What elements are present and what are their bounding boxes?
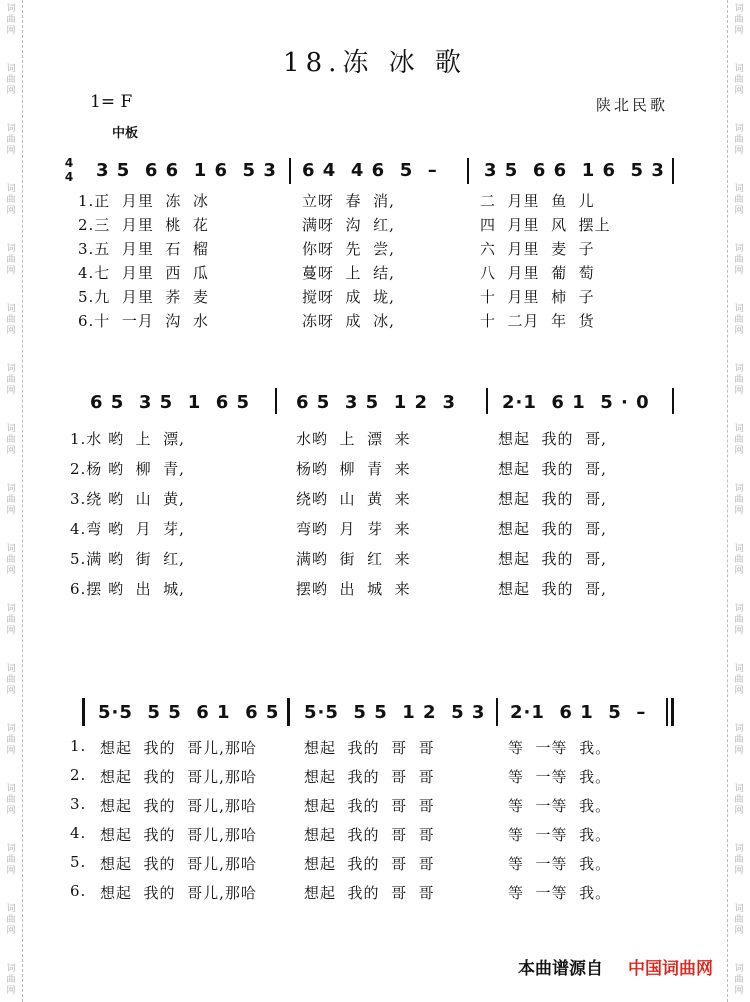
system3-lyric-line: 6.: [70, 882, 87, 900]
watermark-text: 词 曲 网: [6, 664, 16, 696]
key-signature: 1= F: [90, 92, 133, 112]
final-barline-thin: [666, 698, 668, 726]
system3-lyric-line: 想起 我的 哥儿,那哈: [100, 768, 257, 786]
system1-lyric-line: 六 月里 麦 子: [480, 240, 595, 258]
system2-lyric-line: 3.绕 哟 山 黄,: [70, 490, 185, 508]
repeat-end-barline: [287, 698, 290, 726]
watermark-text: 词 曲 网: [734, 784, 744, 816]
system3-lyric-line: 等 一等 我。: [508, 826, 612, 844]
system2-lyric-line: 想起 我的 哥,: [498, 490, 607, 508]
system2-lyric-line: 水哟 上 漂 来: [296, 430, 411, 448]
final-barline-thick: [671, 698, 674, 726]
watermark-text: 词 曲 网: [734, 304, 744, 336]
system3-lyric-line: 等 一等 我。: [508, 797, 612, 815]
watermark-text: 词 曲 网: [734, 724, 744, 756]
system2-lyric-line: 满哟 街 红 来: [296, 550, 411, 568]
watermark-text: 词 曲 网: [734, 484, 744, 516]
system2-lyric-line: 想起 我的 哥,: [498, 580, 607, 598]
system3-lyric-line: 5.: [70, 853, 87, 871]
system1-measure1-notes: 3 5 6 6 1 6 5 3: [96, 160, 277, 181]
system1-lyric-line: 十 月里 柿 子: [480, 288, 595, 306]
system3-lyric-line: 想起 我的 哥儿,那哈: [100, 826, 257, 844]
song-origin: 陕北民歌: [595, 96, 668, 114]
system2-measure2-notes: 6 5 3 5 1 2 3: [296, 392, 457, 413]
system1-lyric-line: 3.五 月里 石 榴: [78, 240, 209, 258]
watermark-text: 词 曲 网: [6, 544, 16, 576]
system1-measure2-notes: 6 4 4 6 5 –: [302, 160, 438, 181]
left-watermark-strip: [0, 0, 23, 1002]
system1-measure3-notes: 3 5 6 6 1 6 5 3: [484, 160, 665, 181]
watermark-text: 词 曲 网: [734, 244, 744, 276]
watermark-text: 词 曲 网: [734, 184, 744, 216]
watermark-text: 词 曲 网: [6, 904, 16, 936]
system3-lyric-line: 想起 我的 哥儿,那哈: [100, 884, 257, 902]
footer-source-label: 本曲谱源自: [518, 959, 603, 979]
system1-lyric-line: 你呀 先 尝,: [302, 240, 395, 258]
watermark-text: 词 曲 网: [6, 244, 16, 276]
barline: [289, 158, 291, 184]
watermark-text: 词 曲 网: [6, 844, 16, 876]
system3-lyric-line: 2.: [70, 766, 87, 784]
system3-lyric-line: 想起 我的 哥 哥: [304, 884, 435, 902]
system1-lyric-line: 搅呀 成 垅,: [302, 288, 395, 306]
watermark-text: 词 曲 网: [6, 484, 16, 516]
system2-lyric-line: 绕哟 山 黄 来: [296, 490, 411, 508]
system2-lyric-line: 想起 我的 哥,: [498, 430, 607, 448]
system1-lyric-line: 1.正 月里 冻 冰: [78, 192, 209, 210]
system3-measure2-notes: 5·5 5 5 1 2 5 3: [304, 702, 486, 723]
footer-site-link[interactable]: 中国词曲网: [628, 959, 713, 979]
system1-lyric-line: 2.三 月里 桃 花: [78, 216, 209, 234]
system2-lyric-line: 想起 我的 哥,: [498, 520, 607, 538]
system1-lyric-line: 八 月里 葡 萄: [480, 264, 595, 282]
system2-measure1-notes: 6 5 3 5 1 6 5: [90, 392, 251, 413]
system3-lyric-line: 等 一等 我。: [508, 768, 612, 786]
system3-lyric-line: 1.: [70, 737, 87, 755]
system2-lyric-line: 5.满 哟 街 红,: [70, 550, 185, 568]
watermark-text: 词 曲 网: [734, 964, 744, 996]
system1-lyric-line: 4.七 月里 西 瓜: [78, 264, 209, 282]
system2-lyric-line: 4.弯 哟 月 芽,: [70, 520, 185, 538]
watermark-text: 词 曲 网: [6, 124, 16, 156]
time-signature-top: 4: [64, 156, 74, 170]
system1-lyric-line: 5.九 月里 荞 麦: [78, 288, 209, 306]
watermark-text: 词 曲 网: [6, 304, 16, 336]
system2-lyric-line: 想起 我的 哥,: [498, 550, 607, 568]
tempo-marking: 中板: [112, 126, 139, 141]
watermark-text: 词 曲 网: [734, 4, 744, 36]
watermark-text: 词 曲 网: [734, 904, 744, 936]
system1-lyric-line: 二 月里 鱼 儿: [480, 192, 595, 210]
system1-lyric-line: 蔓呀 上 结,: [302, 264, 395, 282]
system3-lyric-line: 想起 我的 哥 哥: [304, 855, 435, 873]
right-watermark-strip: [727, 0, 750, 1002]
system2-lyric-line: 1.水 哟 上 漂,: [70, 430, 185, 448]
watermark-text: 词 曲 网: [6, 424, 16, 456]
system1-lyric-line: 四 月里 风 摆上: [480, 216, 611, 234]
repeat-start-barline: [82, 698, 85, 726]
watermark-text: 词 曲 网: [6, 4, 16, 36]
watermark-text: 词 曲 网: [734, 124, 744, 156]
system3-lyric-line: 想起 我的 哥儿,那哈: [100, 855, 257, 873]
song-title: 18.冻 冰 歌: [283, 48, 467, 78]
barline: [672, 388, 674, 414]
system2-lyric-line: 弯哟 月 芽 来: [296, 520, 411, 538]
system3-lyric-line: 等 一等 我。: [508, 884, 612, 902]
watermark-text: 词 曲 网: [734, 364, 744, 396]
system1-lyric-line: 冻呀 成 冰,: [302, 312, 395, 330]
watermark-text: 词 曲 网: [6, 64, 16, 96]
watermark-text: 词 曲 网: [734, 544, 744, 576]
watermark-text: 词 曲 网: [734, 664, 744, 696]
system3-lyric-line: 想起 我的 哥 哥: [304, 768, 435, 786]
system2-lyric-line: 2.杨 哟 柳 青,: [70, 460, 185, 478]
system3-measure3-notes: 2·1 6 1 5 –: [510, 702, 647, 723]
time-signature-bottom: 4: [64, 170, 74, 184]
barline: [486, 388, 488, 414]
watermark-text: 词 曲 网: [6, 784, 16, 816]
system3-lyric-line: 等 一等 我。: [508, 739, 612, 757]
system3-lyric-line: 等 一等 我。: [508, 855, 612, 873]
system3-lyric-line: 想起 我的 哥儿,那哈: [100, 739, 257, 757]
system2-lyric-line: 摆哟 出 城 来: [296, 580, 411, 598]
system1-lyric-line: 立呀 春 消,: [302, 192, 395, 210]
barline: [467, 158, 469, 184]
watermark-text: 词 曲 网: [6, 184, 16, 216]
system3-lyric-line: 想起 我的 哥儿,那哈: [100, 797, 257, 815]
barline: [672, 158, 674, 184]
system1-lyric-line: 十 二月 年 货: [480, 312, 595, 330]
barline: [275, 388, 277, 414]
system2-lyric-line: 想起 我的 哥,: [498, 460, 607, 478]
barline: [496, 698, 498, 726]
system3-lyric-line: 想起 我的 哥 哥: [304, 739, 435, 757]
watermark-text: 词 曲 网: [734, 64, 744, 96]
watermark-text: 词 曲 网: [734, 424, 744, 456]
system3-lyric-line: 4.: [70, 824, 87, 842]
system3-lyric-line: 想起 我的 哥 哥: [304, 826, 435, 844]
watermark-text: 词 曲 网: [6, 364, 16, 396]
watermark-text: 词 曲 网: [6, 604, 16, 636]
system1-lyric-line: 满呀 沟 红,: [302, 216, 395, 234]
watermark-text: 词 曲 网: [6, 964, 16, 996]
system2-lyric-line: 6.摆 哟 出 城,: [70, 580, 185, 598]
system3-lyric-line: 3.: [70, 795, 87, 813]
system3-measure1-notes: 5·5 5 5 6 1 6 5: [98, 702, 280, 723]
watermark-text: 词 曲 网: [734, 844, 744, 876]
system1-lyric-line: 6.十 一月 沟 水: [78, 312, 209, 330]
watermark-text: 词 曲 网: [734, 604, 744, 636]
watermark-text: 词 曲 网: [6, 724, 16, 756]
system2-measure3-notes: 2·1 6 1 5 · 0: [502, 392, 650, 413]
system2-lyric-line: 杨哟 柳 青 来: [296, 460, 411, 478]
system3-lyric-line: 想起 我的 哥 哥: [304, 797, 435, 815]
